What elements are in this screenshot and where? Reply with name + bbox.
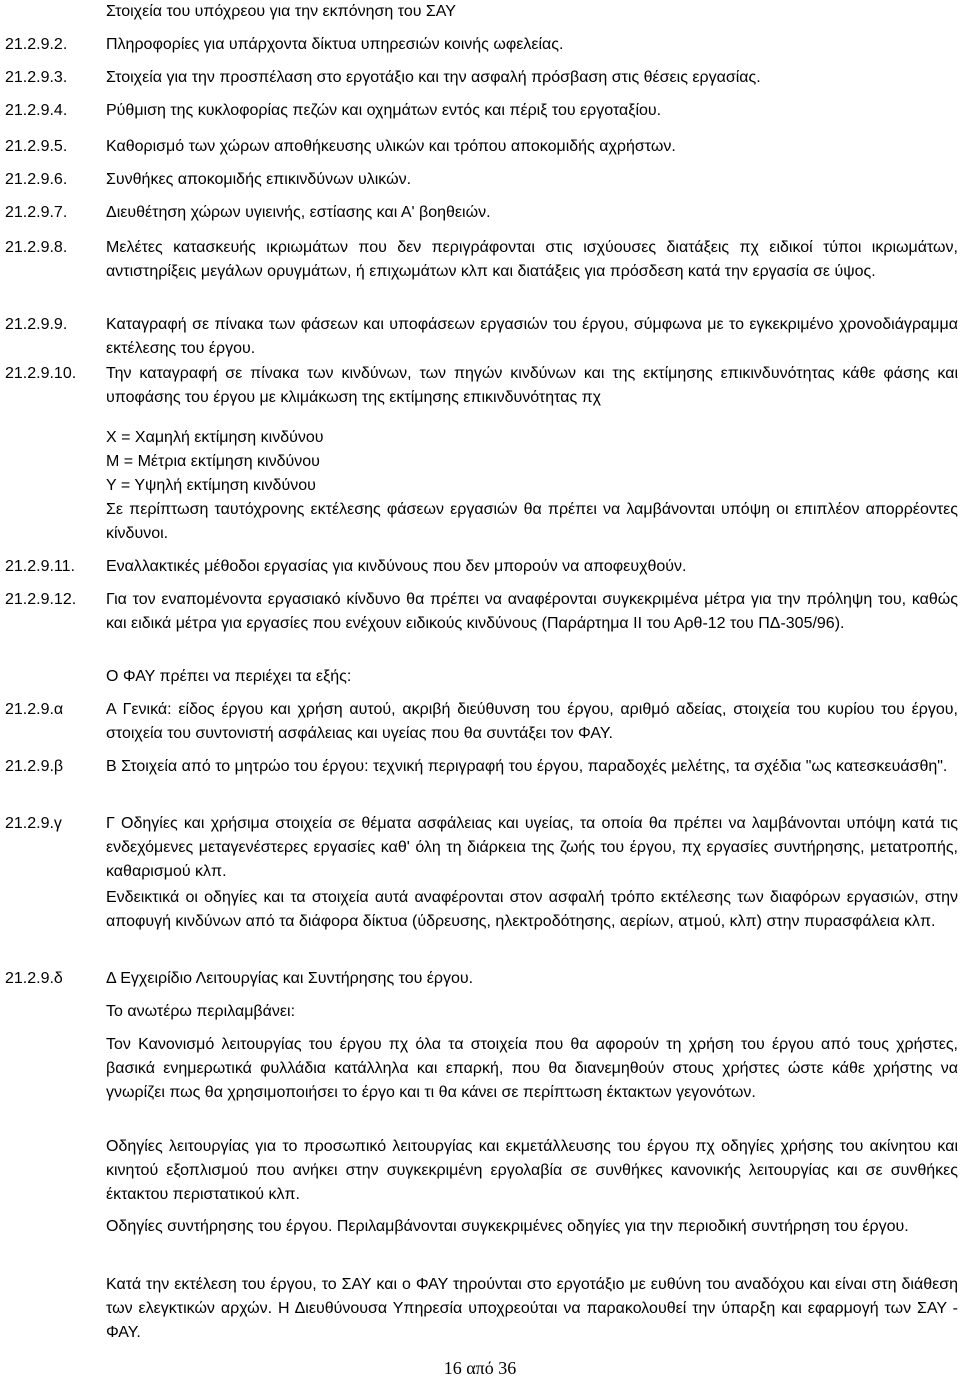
paragraph-text: Ο ΦΑΥ πρέπει να περιέχει τα εξής: [106, 668, 352, 685]
paragraph-text: Τον Κανονισμό λειτουργίας του έργου πχ όλα τα στοιχεία που θα αφορούν τη χρήση του έργου από τους χρήστες, βασικά ενημερωτικά φυλλάδια κατάλληλα και επαρκή, που θα διανεμηθούν στους χρήστες ώστε κάθε χρήστης να γνωρίζει πως θα χρησιμοποιήσει το έργο και τι θα κάνει σε περίπτωση έκτακτων γεγονότων. [106, 1036, 958, 1101]
risk-level-medium: Μ = Μέτρια εκτίμηση κινδύνου [106, 453, 320, 470]
paragraph-text: Ενδεικτικά οι οδηγίες και τα στοιχεία αυτά αναφέρονται στον ασφαλή τρόπο εκτέλεσης των διαφόρων εργασιών, στην αποφυγή κινδύνων από τα διάφορα δίκτυα (ύδρευσης, ηλεκτροδότησης, αερίων, ατμού, κλπ) στην πυρασφάλεια κλπ. [106, 889, 958, 930]
clause-text: Συνθήκες αποκομιδής επικινδύνων υλικών. [106, 171, 412, 188]
clause-text: Για τον εναπομένοντα εργασιακό κίνδυνο θα πρέπει να αναφέρονται συγκεκριμένα μέτρα για την πρόληψη του, καθώς και ειδικά μέτρα για εργασίες που ενέχουν ειδικούς κινδύνους (Παράρτημα ΙΙ του Αρθ-12 του ΠΔ-305/96). [106, 591, 958, 632]
risk-level-low: Χ = Χαμηλή εκτίμηση κινδύνου [106, 429, 324, 446]
clause-text: Ρύθμιση της κυκλοφορίας πεζών και οχημάτων εντός και πέριξ του εργοταξίου. [106, 102, 662, 119]
paragraph-text: Στοιχεία του υπόχρεου για την εκπόνηση του ΣΑΥ [106, 3, 456, 20]
clause-text: Καταγραφή σε πίνακα των φάσεων και υποφάσεων εργασιών του έργου, σύμφωνα με το εγκεκριμένο χρονοδιάγραμμα εκτέλεσης του έργου. [106, 316, 958, 357]
clause-number: 21.2.9.10. [5, 365, 77, 382]
clause-text: Στοιχεία για την προσπέλαση στο εργοτάξιο και την ασφαλή πρόσβαση στις θέσεις εργασίας. [106, 69, 761, 86]
clause-text: Την καταγραφή σε πίνακα των κινδύνων, των πηγών κινδύνων και της εκτίμησης επικινδυνότητας κάθε φάσης και υποφάσης του έργου με κλιμάκωση της εκτίμησης επικινδυνότητας πχ [106, 365, 958, 406]
clause-text: Καθορισμό των χώρων αποθήκευσης υλικών και τρόπου αποκομιδής αχρήστων. [106, 138, 676, 155]
clause-number: 21.2.9.5. [5, 138, 68, 155]
clause-text: Πληροφορίες για υπάρχοντα δίκτυα υπηρεσιών κοινής ωφελείας. [106, 36, 564, 53]
clause-number: 21.2.9.β [5, 758, 64, 775]
clause-text: Β Στοιχεία από το μητρώο του έργου: τεχνική περιγραφή του έργου, παραδοχές μελέτης, τα σχέδια "ως κατεσκευάσθη". [106, 758, 948, 775]
paragraph-text: Οδηγίες λειτουργίας για το προσωπικό λειτουργίας και εκμετάλλευσης του έργου πχ οδηγίες χρήσης του ακίνητου και κινητού εξοπλισμού που ανήκει στην συγκεκριμένη εργολαβία σε συνθήκες κανονικής λειτουργίας και σε συνθήκες έκτακτου περιστατικού κλπ. [106, 1138, 958, 1203]
risk-level-high: Υ = Υψηλή εκτίμηση κινδύνου [106, 477, 316, 494]
paragraph-text: Το ανωτέρω περιλαμβάνει: [106, 1003, 296, 1020]
paragraph-text: Οδηγίες συντήρησης του έργου. Περιλαμβάνονται συγκεκριμένες οδηγίες για την περιοδική συντήρηση του έργου. [106, 1218, 909, 1235]
clause-number: 21.2.9.2. [5, 36, 68, 53]
clause-number: 21.2.9.γ [5, 815, 62, 832]
clause-text: Δ Εγχειρίδιο Λειτουργίας και Συντήρησης του έργου. [106, 970, 474, 987]
clause-number: 21.2.9.α [5, 701, 64, 718]
clause-number: 21.2.9.11. [5, 558, 75, 575]
clause-number: 21.2.9.6. [5, 171, 68, 188]
clause-text: Γ Οδηγίες και χρήσιμα στοιχεία σε θέματα ασφάλειας και υγείας, τα οποία θα πρέπει να λαμβάνονται υπόψη κατά τις ενδεχόμενες μεταγενέστερες εργασίες καθ' όλη τη διάρκεια της ζωής του έργου, πχ εργασίες συντήρησης, μετατροπής, καθαρισμού κλπ. [106, 815, 958, 880]
clause-text: Εναλλακτικές μέθοδοι εργασίας για κινδύνους που δεν μπορούν να αποφευχθούν. [106, 558, 687, 575]
clause-text: Σε περίπτωση ταυτόχρονης εκτέλεσης φάσεων εργασιών θα πρέπει να λαμβάνονται υπόψη οι επιπλέον απορρέοντες κίνδυνοι. [106, 501, 958, 542]
clause-text: Μελέτες κατασκευής ικριωμάτων που δεν περιγράφονται στις ισχύουσες διατάξεις πχ ειδικοί τύποι ικριωμάτων, αντιστηρίξεις μεγάλων ορυγμάτων, ή επιχωμάτων κλπ και διατάξεις για πρόσδεση κατά την εργασία σε ύψος. [106, 239, 958, 280]
clause-number: 21.2.9.δ [5, 970, 63, 987]
clause-text: Α Γενικά: είδος έργου και χρήση αυτού, ακριβή διεύθυνση του έργου, αριθμό αδείας, στοιχεία του κυρίου του έργου, στοιχεία του συντονιστή ασφάλειας και υγείας που θα συντάξει τον ΦΑΥ. [106, 701, 958, 742]
page-number: 16 από 36 [443, 1358, 517, 1378]
clause-number: 21.2.9.8. [5, 239, 68, 256]
clause-text: Διευθέτηση χώρων υγιεινής, εστίασης και Α' βοηθειών. [106, 204, 491, 221]
clause-number: 21.2.9.4. [5, 102, 68, 119]
clause-number: 21.2.9.9. [5, 316, 68, 333]
clause-number: 21.2.9.12. [5, 591, 77, 608]
paragraph-text: Κατά την εκτέλεση του έργου, το ΣΑΥ και ο ΦΑΥ τηρούνται στο εργοτάξιο με ευθύνη του αναδόχου και είναι στη διάθεση των ελεγκτικών αρχών. Η Διευθύνουσα Υπηρεσία υποχρεούται να παρακολουθεί την ύπαρξη και εφαρμογή των ΣΑΥ - ΦΑΥ. [106, 1276, 958, 1341]
clause-number: 21.2.9.7. [5, 204, 68, 221]
clause-number: 21.2.9.3. [5, 69, 68, 86]
